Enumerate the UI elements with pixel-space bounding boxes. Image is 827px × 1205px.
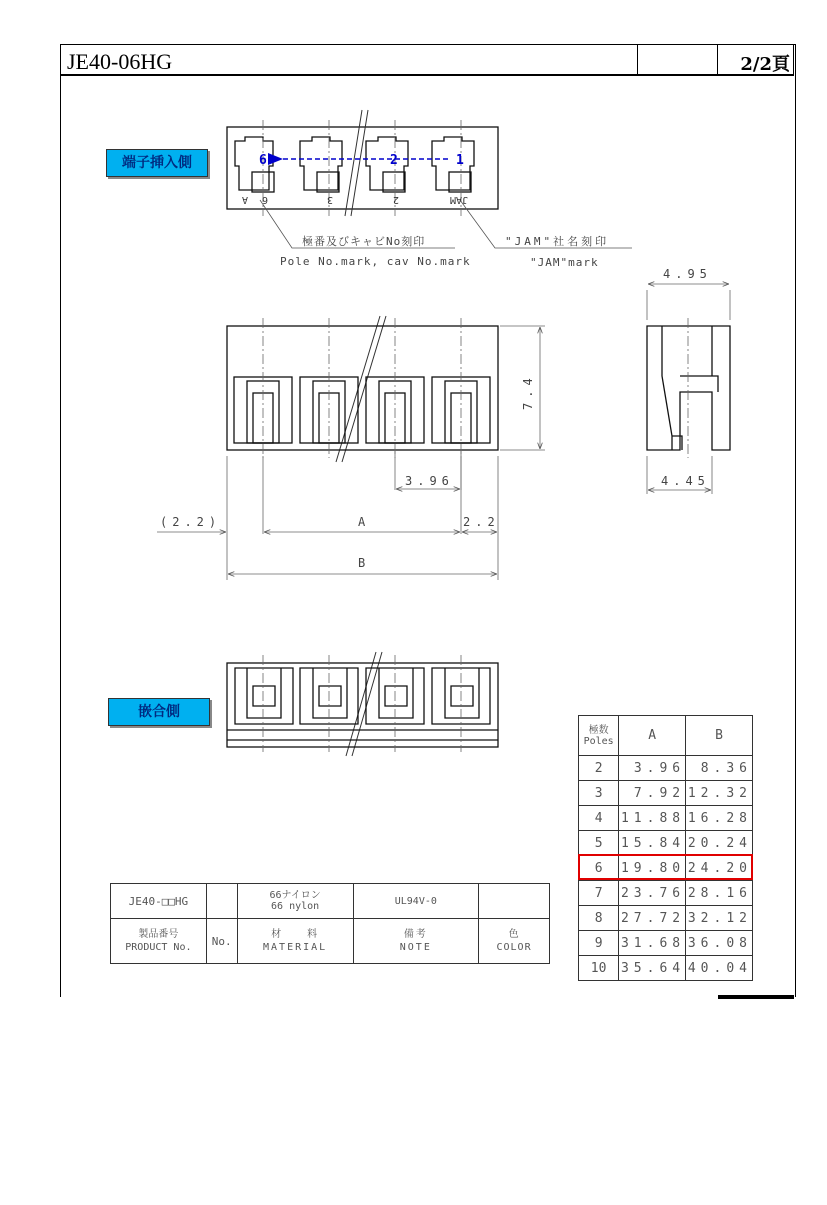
pole-cell-a: 3.96 <box>619 756 686 781</box>
dim-side-width: 4.95 <box>663 267 712 281</box>
pole-cell-b: 12.32 <box>686 781 753 806</box>
pole-cell-poles: 3 <box>579 781 619 806</box>
pole-cell-b: 20.24 <box>686 831 753 856</box>
pole-cell-b: 8.36 <box>686 756 753 781</box>
poles-header-jp: 極数 <box>588 724 609 736</box>
note-header <box>353 919 479 964</box>
pole-cell-a: 11.88 <box>619 806 686 831</box>
pole-row <box>579 956 753 981</box>
pole-cell-poles: 5 <box>579 831 619 856</box>
pole-row <box>579 781 753 806</box>
dim-a: A <box>358 515 371 529</box>
pole-mark-note-en: Pole No.mark, cav No.mark <box>280 255 471 268</box>
pole-row <box>579 881 753 906</box>
pole-cell-b: 32.12 <box>686 906 753 931</box>
dim-b: B <box>358 556 371 570</box>
pole-cell-b: 28.16 <box>686 881 753 906</box>
mark-3: 3 <box>326 194 333 205</box>
product-no-value: JE40-□□HG <box>111 884 207 919</box>
pole-cell-poles: 8 <box>579 906 619 931</box>
mark-2: 2 <box>392 194 399 205</box>
pole-row <box>579 806 753 831</box>
pole-cell-a: 31.68 <box>619 931 686 956</box>
dim-left-offset: (2.2) <box>160 515 222 529</box>
pole-cell-a: 23.76 <box>619 881 686 906</box>
part-table <box>110 883 550 964</box>
pole-cell-a: 35.64 <box>619 956 686 981</box>
color-header <box>479 919 550 964</box>
pole-count-table <box>578 715 753 981</box>
color-value <box>479 884 550 919</box>
no-value <box>206 884 237 919</box>
pole-row <box>579 906 753 931</box>
b-header: B <box>686 716 753 756</box>
color-header-jp: 色 <box>508 929 520 940</box>
page-number: 2/2頁 <box>740 54 790 75</box>
pole-mark-note-jp: 極番及びキャビNo刻印 <box>302 235 426 248</box>
note-header-en: NOTE <box>399 942 432 953</box>
pole-cell-poles: 9 <box>579 931 619 956</box>
jam-mark-note-en: "JAM"mark <box>530 256 599 269</box>
pole-cell-poles: 2 <box>579 756 619 781</box>
front-view <box>227 326 498 450</box>
dim-right-offset: 2.2 <box>463 515 500 529</box>
product-header-jp: 製品番号 <box>138 929 179 940</box>
pole-cell-poles: 4 <box>579 806 619 831</box>
pole-cell-b: 16.28 <box>686 806 753 831</box>
highlighted-row-frame <box>578 854 753 880</box>
pole-cell-poles: 10 <box>579 956 619 981</box>
pole-cell-a: 7.92 <box>619 781 686 806</box>
note-value: UL94V-0 <box>353 884 479 919</box>
dimension-texts <box>160 267 712 570</box>
dimension-lines <box>157 284 730 580</box>
pole-row <box>579 931 753 956</box>
pole-row <box>579 831 753 856</box>
dim-pitch: 3.96 <box>405 474 454 488</box>
mark-jam: JAM <box>449 194 468 205</box>
pole-cell-b: 40.04 <box>686 956 753 981</box>
jam-mark-note-jp: "JAM"社名刻印 <box>505 235 610 248</box>
cav-number-6: 6 <box>259 153 267 168</box>
cav-number-1: 1 <box>456 153 464 168</box>
top-cavities <box>235 137 474 192</box>
mark-6: 6 <box>261 194 268 205</box>
pole-cell-b: 24.20 <box>686 856 753 881</box>
mating-view <box>227 663 498 747</box>
dim-side-depth: 4.45 <box>661 474 710 488</box>
terminal-side-badge: 端子挿入側 <box>106 149 208 177</box>
pole-row <box>579 756 753 781</box>
pole-cell-poles: 6 <box>579 856 619 881</box>
material-en: 66 nylon <box>271 901 320 912</box>
no-header: No. <box>206 919 237 964</box>
note-header-jp: 備考 <box>403 929 428 940</box>
cavity-marks-upside-down <box>242 194 468 205</box>
material-value <box>237 884 353 919</box>
part-title: JE40-06HG <box>67 49 173 74</box>
a-header: A <box>619 716 686 756</box>
poles-header <box>579 716 619 756</box>
mark-notes <box>280 234 609 269</box>
dim-height: 7.4 <box>521 373 535 410</box>
poles-header-en: Poles <box>583 735 614 747</box>
pole-cell-poles: 7 <box>579 881 619 906</box>
pole-cell-b: 36.08 <box>686 931 753 956</box>
pole-cell-a: 15.84 <box>619 831 686 856</box>
center-lines <box>263 120 688 752</box>
material-jp: 66ナイロン <box>269 890 321 901</box>
mating-side-badge: 嵌合側 <box>108 698 210 726</box>
material-header-jp: 材 料 <box>271 929 320 940</box>
product-no-header <box>111 919 207 964</box>
color-header-en: COLOR <box>496 942 532 953</box>
pole-cell-a: 19.80 <box>619 856 686 881</box>
side-view <box>647 326 730 450</box>
material-header-en: MATERIAL <box>263 942 328 953</box>
material-header <box>237 919 353 964</box>
product-header-en: PRODUCT No. <box>125 942 192 953</box>
mark-a: A <box>241 194 248 205</box>
pole-cell-a: 27.72 <box>619 906 686 931</box>
cav-number-2: 2 <box>390 153 398 168</box>
